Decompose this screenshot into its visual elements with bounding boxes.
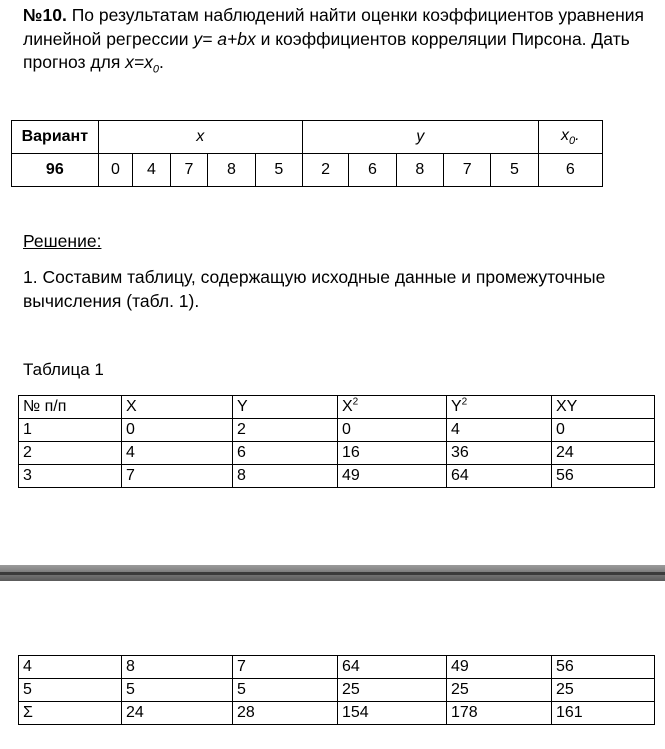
sum-row	[19, 702, 655, 725]
header-XY: XY	[552, 396, 655, 419]
cell: 24	[552, 442, 655, 465]
cell: 5	[19, 679, 122, 702]
cell: 161	[552, 702, 655, 725]
x-value: 8	[208, 154, 255, 187]
x0-formula: $x=x_0$	[125, 52, 160, 76]
cell: 56	[552, 465, 655, 488]
header-Y: Y	[233, 396, 338, 419]
cell: 0	[122, 419, 233, 442]
cell: 25	[338, 679, 447, 702]
header-X: X	[122, 396, 233, 419]
y-value: 5	[491, 154, 538, 187]
table-row	[19, 656, 655, 679]
cell: 0	[552, 419, 655, 442]
y-value: 7	[443, 154, 490, 187]
page-break-divider	[0, 565, 665, 581]
cell: 8	[122, 656, 233, 679]
header-Y2: $Y^2$	[447, 396, 552, 419]
cell: 4	[19, 656, 122, 679]
header-x: x	[98, 121, 302, 154]
cell: 2	[233, 419, 338, 442]
cell: 49	[447, 656, 552, 679]
solution-heading: Решение:	[23, 231, 102, 251]
x-value: 0	[98, 154, 133, 187]
cell: 64	[338, 656, 447, 679]
x0-value: 6	[538, 154, 602, 187]
cell: 7	[233, 656, 338, 679]
cell: 4	[447, 419, 552, 442]
regression-formula: y= a+bx	[193, 28, 256, 49]
cell: 8	[233, 465, 338, 488]
x-value: 5	[255, 154, 302, 187]
cell: 4	[122, 442, 233, 465]
variant-table	[11, 120, 603, 187]
cell: 16	[338, 442, 447, 465]
problem-statement	[23, 4, 653, 82]
table-row	[19, 465, 655, 488]
calc-header-row	[19, 396, 655, 419]
x-value: 4	[133, 154, 171, 187]
cell: 25	[447, 679, 552, 702]
cell: 56	[552, 656, 655, 679]
cell: 5	[122, 679, 233, 702]
cell: 6	[233, 442, 338, 465]
variant-number: 96	[12, 154, 99, 187]
cell: 5	[233, 679, 338, 702]
header-x0: $x_0$.	[538, 121, 602, 154]
sum-symbol: Σ	[19, 702, 122, 725]
cell: 2	[19, 442, 122, 465]
variant-data-row	[12, 154, 603, 187]
y-value: 6	[349, 154, 396, 187]
step-1-text: 1. Составим таблицу, содержащую исходные данные и промежуточные вычисления (табл. 1).	[23, 267, 606, 311]
table-row	[19, 442, 655, 465]
cell: 1	[19, 419, 122, 442]
cell: 64	[447, 465, 552, 488]
x-value: 7	[170, 154, 208, 187]
cell: 25	[552, 679, 655, 702]
cell: 28	[233, 702, 338, 725]
table-row	[19, 679, 655, 702]
calculation-table-part-1	[18, 395, 655, 488]
header-index: № п/п	[19, 396, 122, 419]
cell: 7	[122, 465, 233, 488]
problem-text-1: По результатам наблюдений найти оценки коэффициентов уравнения линейной регрессии	[23, 5, 645, 49]
y-value: 2	[302, 154, 348, 187]
header-variant: Вариант	[12, 121, 99, 154]
cell: 36	[447, 442, 552, 465]
problem-text-2: и коэффициентов корреляции Пирсона. Дать прогноз для	[23, 28, 630, 72]
header-X2: $X^2$	[338, 396, 447, 419]
cell: 3	[19, 465, 122, 488]
variant-header-row	[12, 121, 603, 154]
table-row	[19, 419, 655, 442]
cell: 49	[338, 465, 447, 488]
y-value: 8	[396, 154, 443, 187]
cell: 0	[338, 419, 447, 442]
header-y: y	[302, 121, 538, 154]
table-caption: Таблица 1	[23, 360, 104, 379]
cell: 154	[338, 702, 447, 725]
cell: 24	[122, 702, 233, 725]
cell: 178	[447, 702, 552, 725]
calculation-table-part-2	[18, 655, 655, 725]
problem-number: №10.	[23, 5, 67, 25]
problem-end: .	[159, 52, 164, 72]
